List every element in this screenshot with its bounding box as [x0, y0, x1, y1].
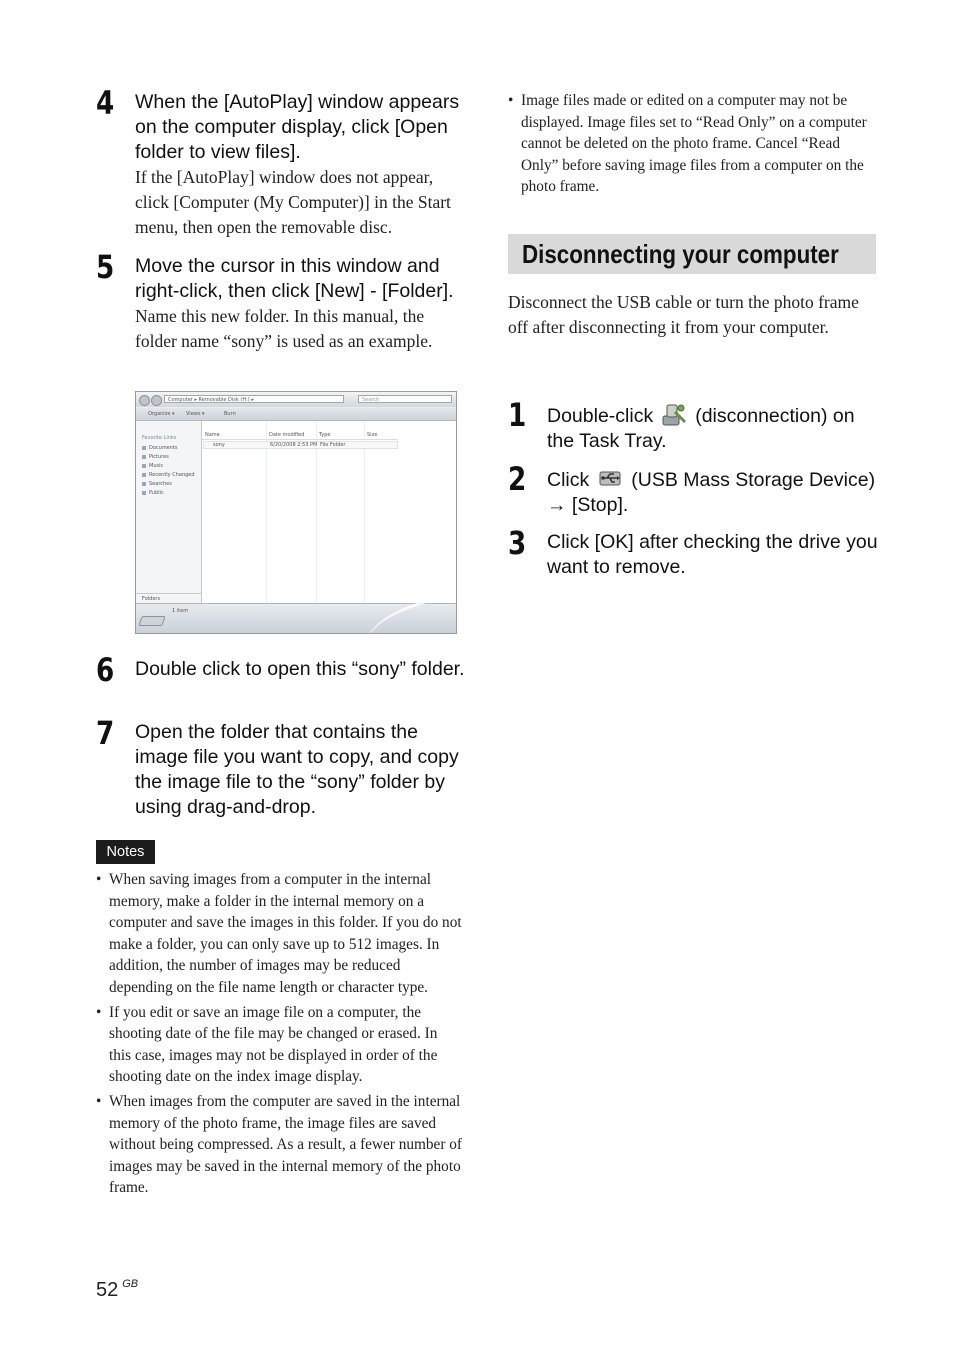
section-title: Disconnecting your computer: [522, 239, 839, 269]
folder-icon: [142, 464, 146, 468]
file-list: [202, 421, 456, 603]
burn-button: Burn: [224, 411, 236, 417]
step-number: 2: [508, 460, 527, 498]
note-item: • Image files made or edited on a computer may not be displayed. Image files set to “Read Only” on a computer cannot be deleted on the photo frame. Cancel “Read Only” before saving image files from a computer on the photo frame.: [508, 90, 876, 198]
step-heading: Click [OK] after checking the drive you want to remove.: [547, 531, 878, 578]
explorer-window-screenshot: [135, 391, 457, 634]
step-3: [508, 524, 878, 580]
views-menu: Views ▾: [186, 411, 205, 417]
item-count: 1 item: [172, 608, 189, 614]
removable-drive-icon: [138, 616, 165, 626]
region-code: GB: [122, 1278, 139, 1290]
step-number: 6: [96, 651, 115, 689]
sidebar-item: Public: [142, 490, 164, 497]
step-number: 1: [508, 396, 527, 434]
step-5: [96, 248, 466, 354]
step-number: 7: [96, 714, 115, 752]
step-1: [508, 396, 878, 454]
toolbar: [136, 408, 456, 421]
row-type: File Folder: [320, 442, 346, 448]
sidebar-item: Music: [142, 463, 163, 470]
folders-toggle: Folders: [136, 593, 201, 603]
step-heading: Double click to open this “sony” folder.: [135, 658, 465, 680]
back-icon: [139, 395, 150, 406]
row-date: 6/20/2008 2:53 PM: [270, 442, 318, 448]
usb-icon: [597, 466, 623, 492]
column-headers: [202, 431, 398, 440]
folder-icon: [142, 473, 146, 477]
column-size: Size: [367, 432, 378, 438]
search-box: Search: [358, 395, 452, 403]
row-name: sony: [213, 442, 225, 448]
section-intro: Disconnect the USB cable or turn the photo frame off after disconnecting it from your computer.: [508, 292, 859, 337]
sidebar-item: Pictures: [142, 454, 169, 461]
folder-icon: [142, 446, 146, 450]
column-name: Name: [205, 432, 220, 438]
step-heading: Click (USB Mass Storage Device) → [Stop].: [547, 466, 878, 518]
address-bar: Computer ▸ Removable Disk (H:) ▸: [164, 395, 344, 403]
step-number: 4: [96, 84, 115, 122]
note-item: • When images from the computer are saved in the internal memory of the photo frame, the image files are saved without being compressed. As a result, a fewer number of images may be saved in the internal memory of the photo frame.: [96, 1091, 462, 1199]
note-item: • When saving images from a computer in the internal memory, make a folder in the internal memory on a computer and save the images in this folder. If you do not make a folder, you can only save up to 512 images. In addition, the number of images may be reduced depending on the file name length or character type.: [96, 869, 462, 999]
organize-menu: Organize ▾: [148, 411, 175, 417]
step-heading: Double-click (disconnection) on the Task Tray.: [547, 402, 878, 454]
step-heading: When the [AutoPlay] window appears on the computer display, click [Open folder to view files].: [135, 91, 460, 163]
notes-list: [96, 869, 462, 1202]
section-header: [508, 234, 876, 274]
column-type: Type: [319, 432, 331, 438]
sidebar-item: Searches: [142, 481, 172, 488]
note-item: • If you edit or save an image file on a computer, the shooting date of the file may be changed or erased. In this case, images may not be displayed in order of the shooting date on the index image display.: [96, 1002, 462, 1088]
forward-icon: [151, 395, 162, 406]
step-number: 3: [508, 524, 527, 562]
favorite-links-title: Favorite Links: [142, 435, 177, 441]
step-number: 5: [96, 248, 115, 286]
sidebar-item: Recently Changed: [142, 472, 195, 479]
step-4: [96, 84, 466, 240]
step-body: If the [AutoPlay] window does not appear, click [Computer (My Computer)] in the Start menu, then open the removable disc.: [135, 167, 451, 237]
step-heading: Move the cursor in this window and right-click, then click [New] - [Folder].: [135, 255, 454, 302]
navigation-pane: [136, 421, 202, 603]
step-6: [96, 651, 466, 689]
title-bar: [136, 392, 456, 407]
folder-icon: [142, 491, 146, 495]
step-heading: Open the folder that contains the image file you want to copy, and copy the image file to the “sony” folder by using drag-and-drop.: [135, 721, 459, 818]
step-7: [96, 714, 466, 820]
folder-icon: [142, 482, 146, 486]
disconnection-icon: [661, 402, 687, 428]
right-note-list: [508, 90, 876, 201]
sidebar-item: Documents: [142, 445, 178, 452]
notes-label: Notes: [96, 840, 155, 864]
table-row: [203, 441, 398, 449]
step-body: Name this new folder. In this manual, the folder name “sony” is used as an example.: [135, 306, 433, 351]
column-date: Date modified: [269, 432, 305, 438]
folder-icon: [142, 455, 146, 459]
step-2: [508, 460, 878, 518]
page-number: 52 $^{GB}$: [96, 1278, 139, 1301]
